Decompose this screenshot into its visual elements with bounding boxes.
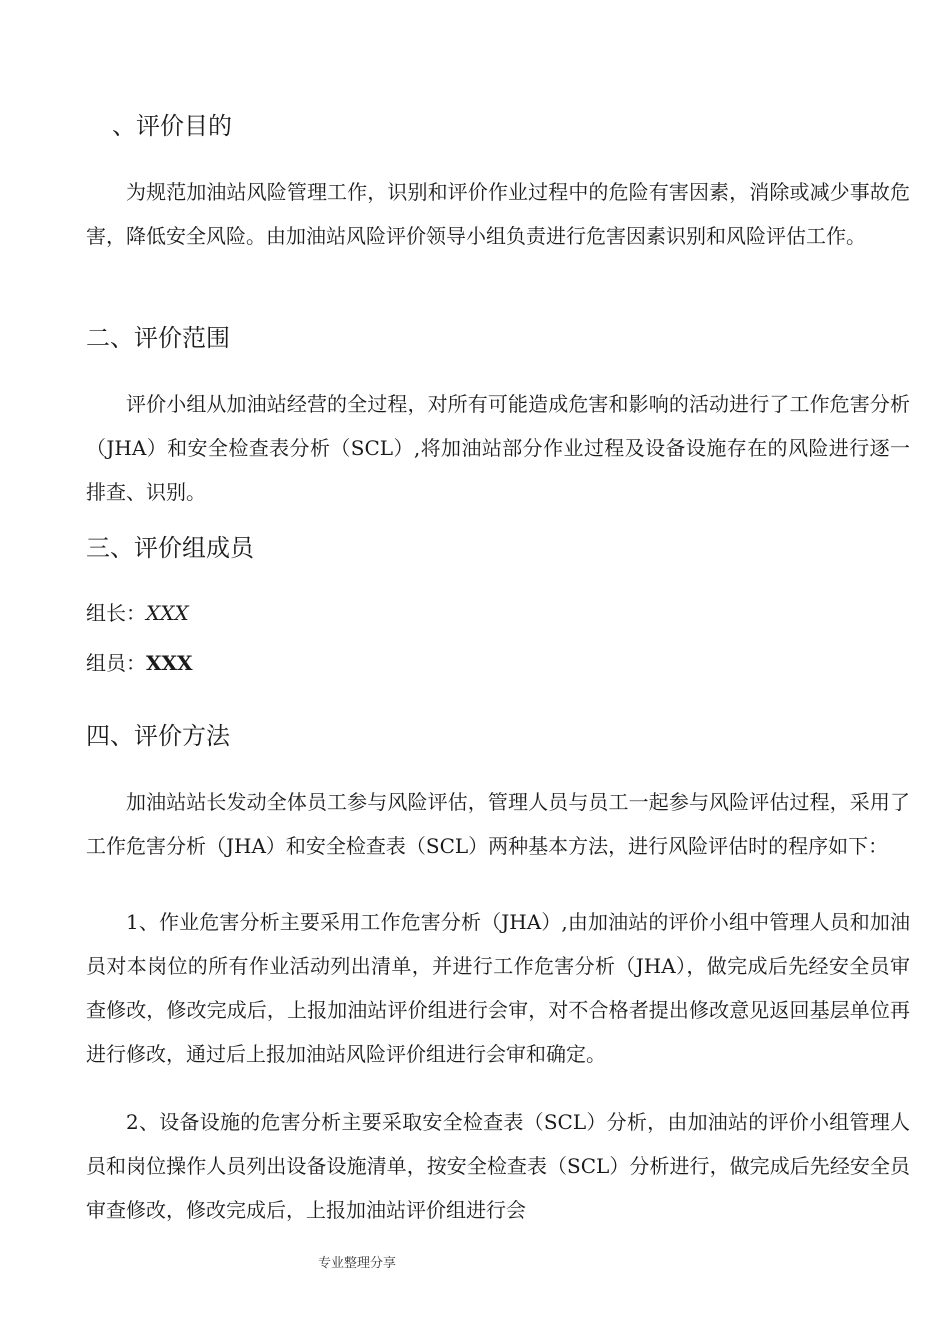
team-leader-label: 组长： [86, 601, 146, 625]
team-member-label: 组员： [86, 651, 146, 675]
team-leader-value: XXX [146, 601, 189, 625]
section-2-heading: 二、评价范围 [86, 324, 230, 352]
team-leader-line [86, 598, 189, 628]
section-1-heading: 、评价目的 [112, 112, 232, 140]
section-4-paragraph: 加油站站长发动全体员工参与风险评估，管理人员与员工一起参与风险评估过程，采用了工作危害分析（JHA）和安全检查表（SCL）两种基本方法，进行风险评估时的程序如下： [86, 790, 910, 858]
team-member-value: XXX [146, 651, 193, 675]
method-item-2: 2、设备设施的危害分析主要采取安全检查表（SCL）分析，由加油站的评价小组管理人员和岗位操作人员列出设备设施清单，按安全检查表（SCL）分析进行，做完成后先经安全员审查修改，修改完成后，上报加油站评价组进行会 [86, 1110, 910, 1222]
section-2-paragraph: 评价小组从加油站经营的全过程，对所有可能造成危害和影响的活动进行了工作危害分析（JHA）和安全检查表分析（SCL）,将加油站部分作业过程及设备设施存在的风险进行逐一排查、识别。 [86, 392, 910, 504]
page-footer: 专业整理分享 [318, 1256, 397, 1271]
section-1-paragraph: 为规范加油站风险管理工作，识别和评价作业过程中的危险有害因素，消除或减少事故危害，降低安全风险。由加油站风险评价领导小组负责进行危害因素识别和风险评估工作。 [86, 180, 910, 248]
section-4-heading: 四、评价方法 [86, 722, 230, 750]
method-item-1: 1、作业危害分析主要采用工作危害分析（JHA）,由加油站的评价小组中管理人员和加油员对本岗位的所有作业活动列出清单，并进行工作危害分析（JHA），做完成后先经安全员审查修改，修改完成后，上报加油站评价组进行会审，对不合格者提出修改意见返回基层单位再进行修改，通过后上报加油站风险评价组进行会审和确定。 [86, 910, 910, 1066]
team-member-line [86, 648, 193, 678]
section-3-heading: 三、评价组成员 [86, 534, 254, 562]
